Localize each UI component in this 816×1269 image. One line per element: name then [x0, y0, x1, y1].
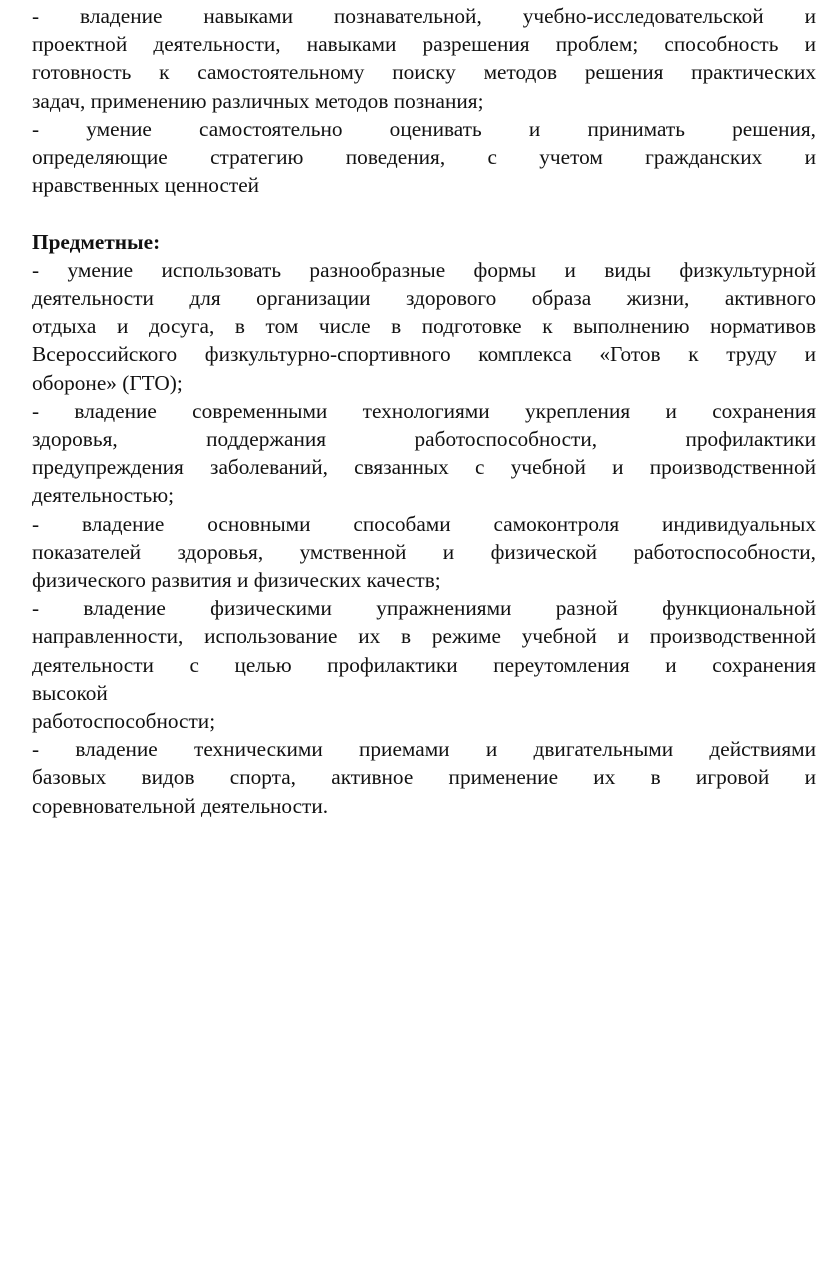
document-page: [32, 2, 816, 820]
text-line: проектной деятельности, навыками разрешения проблем; способность и: [32, 32, 816, 57]
text-line: работоспособности;: [32, 709, 216, 734]
text-line: - владение современными технологиями укрепления и сохранения: [32, 398, 816, 423]
text-line: базовых видов спорта, активное применение их в игровой и: [32, 765, 816, 790]
competence-item-physical-exercises: [32, 594, 816, 735]
text-line: физического развития и физических качеств;: [32, 568, 441, 593]
paragraph-spacer: [32, 199, 816, 227]
text-line: здоровья, поддержания работоспособности, профилактики: [32, 427, 816, 452]
text-line: предупреждения заболеваний, связанных с учебной и производственной: [32, 455, 816, 480]
text-line: - владение физическими упражнениями разной функциональной: [32, 596, 816, 621]
competence-item-self-control: [32, 510, 816, 595]
text-line: Всероссийского физкультурно-спортивного комплекса «Готов к труду и: [32, 342, 816, 367]
text-line: - умение самостоятельно оценивать и принимать решения,: [32, 116, 816, 141]
competence-item-decision-making: [32, 115, 816, 200]
text-line: деятельностью;: [32, 483, 175, 508]
text-line: отдыха и досуга, в том числе в подготовке к выполнению нормативов: [32, 314, 816, 339]
text-line: - владение навыками познавательной, учебно-исследовательской и: [32, 4, 816, 28]
text-line: нравственных ценностей: [32, 173, 260, 198]
text-line: деятельности с целью профилактики переутомления и сохранения: [32, 652, 816, 677]
competence-item-sports-techniques: [32, 735, 816, 820]
text-line: направленности, использование их в режиме учебной и производственной: [32, 624, 816, 649]
competence-item-problem-solving: [32, 2, 816, 115]
text-line: определяющие стратегию поведения, с учетом гражданских и: [32, 145, 816, 170]
text-line: готовность к самостоятельному поиску методов решения практических: [32, 60, 816, 85]
text-line: - владение основными способами самоконтроля индивидуальных: [32, 511, 816, 536]
section-heading-subject: Предметные:: [32, 229, 161, 254]
text-line: высокой: [32, 680, 108, 705]
text-line: обороне» (ГТО);: [32, 370, 183, 395]
text-line: соревновательной деятельности.: [32, 793, 329, 818]
text-line: деятельности для организации здорового образа жизни, активного: [32, 286, 816, 311]
text-line: задач, применению различных методов познания;: [32, 88, 484, 113]
competence-item-physical-activity-forms: [32, 256, 816, 397]
text-line: - владение техническими приемами и двигательными действиями: [32, 737, 816, 762]
text-line: показателей здоровья, умственной и физической работоспособности,: [32, 539, 816, 564]
text-line: - умение использовать разнообразные формы и виды физкультурной: [32, 257, 816, 282]
competence-item-health-technologies: [32, 397, 816, 510]
